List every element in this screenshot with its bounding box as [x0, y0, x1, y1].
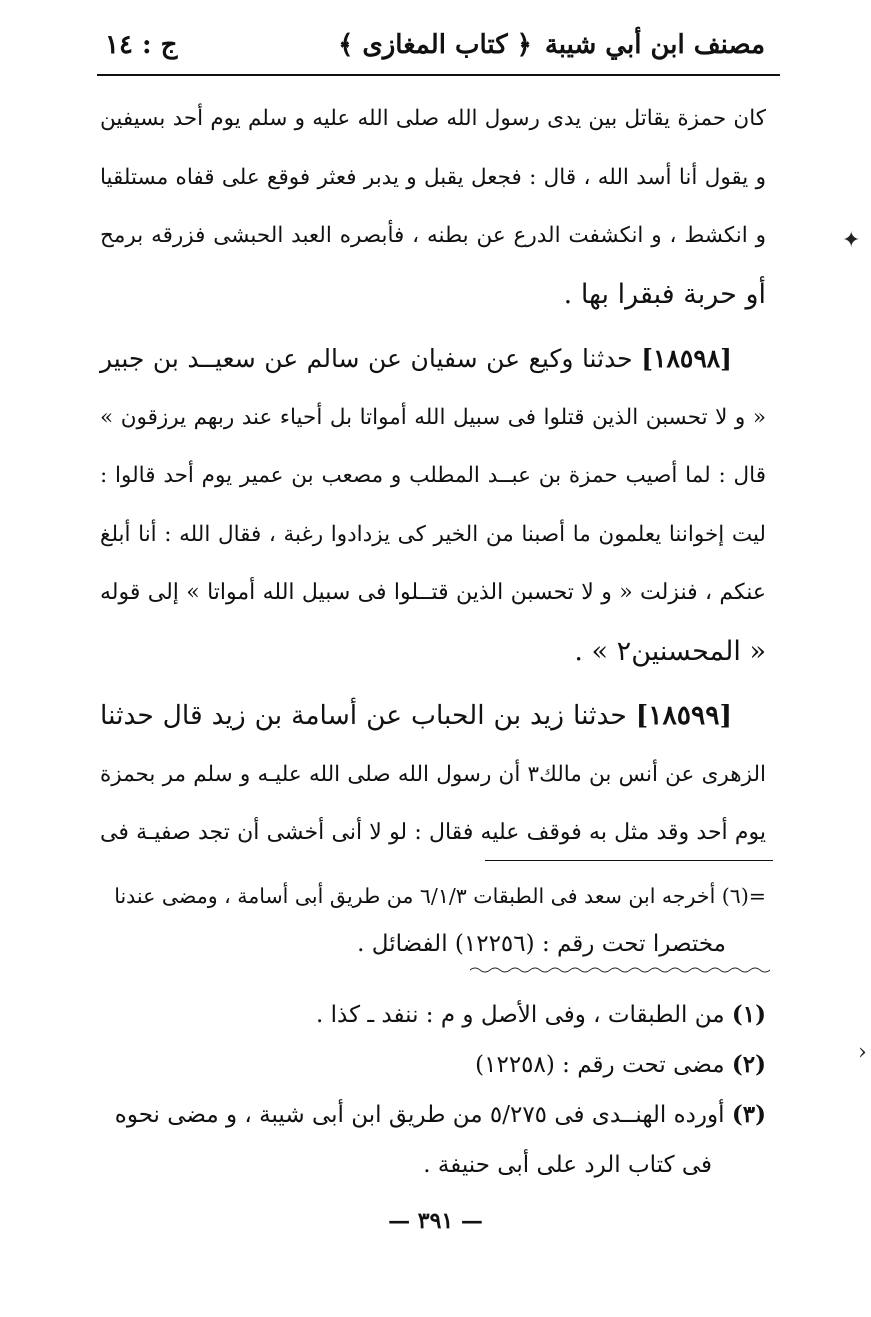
footnote-text: من الطبقات ، وفى الأصل و م : ننفد ـ كذا . — [316, 1002, 725, 1028]
footnote-3-continuation: فى كتاب الرد على أبى حنيفة . — [423, 1152, 712, 1178]
text-line — [100, 330, 766, 389]
footnote-line: =(٦) أخرجه ابن سعد فى الطبقات ٦/١/٣ من طريق أبى أسامة ، ومضى عندنا — [114, 884, 766, 908]
chapter-title: ﴿ كتاب المغازى ﴾ — [338, 30, 532, 60]
hadith-number: [١٨٥٩٩] — [635, 700, 732, 731]
footnote-3 — [100, 1090, 766, 1140]
page-number: — ٣٩١ — — [388, 1208, 483, 1234]
text-line: يوم أحد وقد مثل به فوقف عليه فقال : لو لا أنى أخشى أن تجد صفيـة فى — [100, 820, 766, 845]
footnote-wavy-divider — [470, 966, 770, 974]
hadith-18599 — [100, 687, 766, 863]
text-line: « المحسنين٢ » . — [574, 635, 766, 667]
footnote-text: مضى تحت رقم : (١٢٢٥٨) — [475, 1052, 725, 1078]
text-line — [100, 687, 766, 746]
footnotes — [100, 990, 766, 1190]
footnote-label: (٣) — [731, 1101, 766, 1128]
text-line: كان حمزة يقاتل بين يدى رسول الله صلى الله عليه و سلم يوم أحد بسيفين — [100, 106, 766, 131]
text-line: « و لا تحسبن الذين قتلوا فى سبيل الله أمواتا بل أحياء عند ربهم يرزقون » — [100, 404, 766, 430]
text-segment: حدثنا زيد بن الحباب عن أسامة بن زيد قال حدثنا — [100, 700, 627, 731]
book-title: مصنف ابن أبي شيبة — [544, 30, 765, 60]
text-line: و يقول أنا أسد الله ، قال : فجعل يقبل و يدبر فعثر فوقع على قفاه مستلقيا — [100, 164, 766, 190]
margin-star-mark: ✦ — [842, 228, 861, 253]
footnote-2 — [100, 1040, 766, 1090]
text-line: ليت إخواننا يعلمون ما أصبنا من الخير كى يزدادوا رغبة ، فقال الله : أنا أبلغ — [100, 521, 766, 547]
header-divider — [97, 74, 780, 76]
footnote-label: (٢) — [731, 1051, 766, 1078]
text-line: قال : لما أصيب حمزة بن عبــد المطلب و مصعب بن عمير يوم أحد قالوا : — [100, 463, 766, 488]
paragraph-1 — [100, 90, 766, 324]
footnote-label: (١) — [731, 1001, 766, 1028]
footnote-continued — [100, 872, 766, 968]
text-segment: حدثنا وكيع عن سفيان عن سالم عن سعيــد بن جبير — [100, 344, 633, 373]
volume-indicator: ج : ١٤ — [105, 30, 178, 60]
hadith-number: [١٨٥٩٨] — [641, 344, 733, 373]
margin-mark: › — [858, 1040, 867, 1065]
text-line: أو حربة فبقرا بها . — [563, 278, 766, 310]
footnote-1 — [100, 990, 766, 1040]
footnote-text: أورده الهنــدى فى ٥/٢٧٥ من طريق ابن أبى شيبة ، و مضى نحوه — [114, 1102, 725, 1128]
main-text — [100, 90, 766, 869]
text-line: عنكم ، فنزلت « و لا تحسبن الذين قتــلوا فى سبيل الله أمواتا » إلى قوله — [100, 580, 766, 605]
page-header — [105, 24, 765, 70]
footnote-divider — [485, 860, 773, 861]
text-line: الزهرى عن أنس بن مالك٣ أن رسول الله صلى الله عليـه و سلم مر بحمزة — [100, 761, 766, 787]
footnote-line: مختصرا تحت رقم : (١٢٢٥٦) الفضائل . — [357, 931, 726, 957]
text-line: و انكشط ، و انكشفت الدرع عن بطنه ، فأبصره العبد الحبشى فزرقه برمح — [100, 223, 766, 248]
hadith-18598 — [100, 330, 766, 681]
